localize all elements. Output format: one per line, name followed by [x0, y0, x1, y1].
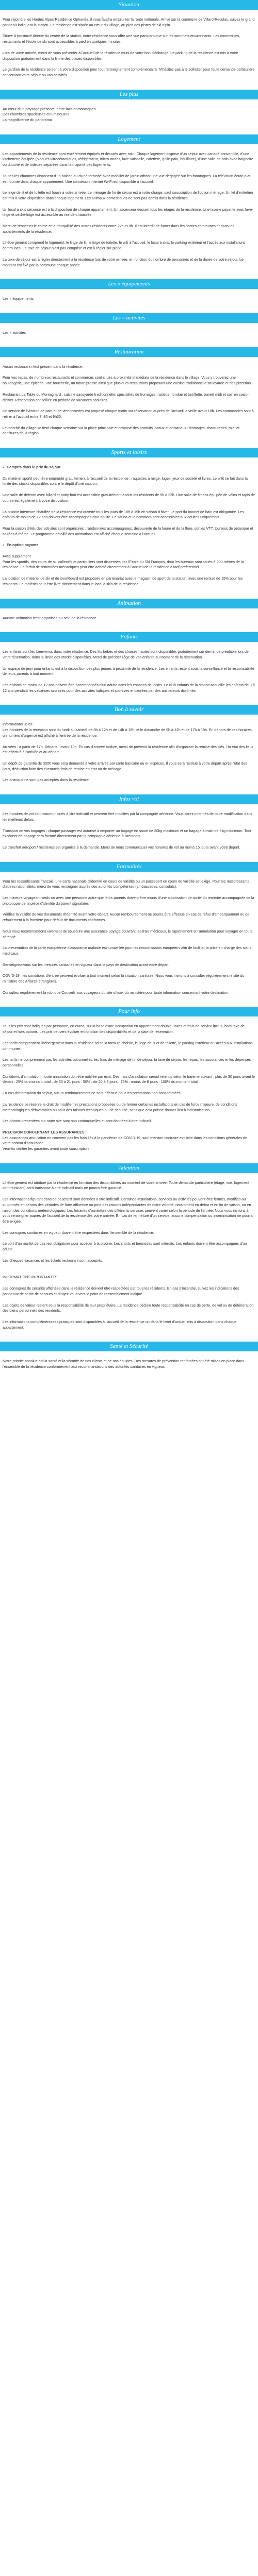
section-title: Les « activités — [0, 313, 258, 323]
paragraph: Notre priorité absolue est la santé et la sécurité de nos clients et de nos équipes. Des mesures de prévention renforcées ont été mises en place dans l'ensemble de la résidence conformément aux recommandations des autorités sanitaires en vigueur. — [3, 1359, 245, 1369]
paragraph: La piscine intérieure chauffée de la résidence est ouverte tous les jours de 10h à 19h en saison d'hiver. Le port du bonnet de bain est obligatoire. Les enfants de moins de 12 ans doivent être accompagnés d'un adulte. Le sauna et le hammam sont accessibles aux adultes uniquement. — [3, 510, 244, 520]
paragraph: COVID-19 : les conditions d'entrée peuvent évoluer à tout moment selon la situation sanitaire. Nous vous invitons à consulter régulièrement le site du ministère des Affaires étrangères. — [3, 974, 245, 984]
paragraph: Lors de votre arrivée, merci de vous présenter à l'accueil de la résidence muni de votre bon d'échange. Le parking de la résidence est mis à votre disposition gratuitement dans la limite des places disponibles. — [3, 50, 238, 61]
paragraph: Les photos présentées sur notre site sont non contractuelles et sont données à titre indicatif. — [3, 1119, 152, 1124]
paragraph: Le gardien de la résidence se tient à votre disposition pour tout renseignement complémentaire. N'hésitez pas à le solliciter pour toute demande particulière concernant votre séjour ou vos activités. — [3, 67, 255, 77]
paragraph: Conditions d'annulation : toute annulation doit être notifiée par écrit. Des frais d'annulation seront retenus selon le barème suivant : plus de 30 jours avant le départ : 25% du montant total ; de 30 à 21 jours : 50% ; de 20 à 8 jours : 75% ; moins de 8 jours : 100% du montant total. — [3, 1074, 255, 1084]
section-title: Logement — [0, 134, 258, 144]
paragraph: La taxe de séjour est à régler directement à la résidence lors de votre arrivée, en fonction du nombre de personnes et de la durée de votre séjour. Le montant est fixé par la commune chaque année. — [3, 257, 244, 267]
paragraph: Une salle de détente avec billard et baby-foot est accessible gratuitement à tous les résidents de 9h à 22h. Une salle de fitness équipée de vélos et tapis de course est également à votre disposition. — [3, 493, 255, 503]
section-title: Infos vol — [0, 794, 258, 804]
section-animation — [0, 599, 258, 621]
paragraph: Les « équipements — [3, 297, 34, 301]
section-title: Attention — [0, 1163, 258, 1173]
paragraph: Un dépôt de garantie de 300€ vous sera demandé à votre arrivée par carte bancaire ou en espèces. Il vous sera restitué à votre départ après l'état des lieux, déduction faite des éventuels frais de remise en état ou de ménage. — [3, 761, 247, 771]
paragraph: Les tarifs ne comprennent pas les activités optionnelles, les frais de ménage de fin de séjour, la taxe de séjour, les repas, les assurances et les dépenses personnelles. — [3, 1058, 251, 1067]
paragraph: Pour les sportifs, des cours de ski collectifs et particuliers sont dispensés par l'École du Ski Français, dont les bureaux sont situés à 200 mètres de la résidence. Le forfait de remontées mécaniques peut être acheté directement à l'accueil de la résidence à tarif préférentiel. — [3, 560, 244, 570]
paragraph: Aucune animation n'est organisée au sein de la résidence. — [3, 616, 98, 620]
section-title: Enfants — [0, 632, 258, 642]
bullet-heading: ▪ En option payante — [3, 543, 255, 548]
paragraph: La magnificence du panorama — [3, 118, 52, 123]
paragraph: Informations utiles : — [3, 722, 35, 727]
paragraph: Les appartements de la résidence sont entièrement équipés et décorés avec soin. Chaque logement dispose d'un séjour avec canapé convertible, d'une kitchenette équipée (plaques vitrocéramiques, réfrigérateur, micro-ondes, lave-vaisselle, cafetière, grille-pain, bouilloire), d'une salle de bain avec baignoire ou douche et de toilettes séparées dans la majorité des logements. — [3, 151, 253, 167]
paragraph: Située à proximité directe du centre de la station, notre résidence vous offre une vue panoramique sur les sommets environnants. Les commerces, restaurants et l'école de ski sont accessibles à pied en quelques minutes. — [3, 34, 240, 44]
section-enfants — [0, 632, 258, 693]
section-title: Santé et Sécurité — [0, 1342, 258, 1351]
section-equipements — [0, 279, 258, 302]
paragraph: INFORMATIONS IMPORTANTES : — [3, 1275, 60, 1280]
paragraph: Arrivées : à partir de 17h. Départs : avant 10h. En cas d'arrivée tardive, merci de prévenir la résidence afin d'organiser la remise des clés. Un état des lieux est effectué à l'arrivée et au départ. — [3, 744, 254, 755]
paragraph: Merci de respecter le calme et la tranquillité des autres résidents entre 22h et 8h. Il est interdit de fumer dans les parties communes et dans les appartements de la résidence. — [3, 224, 235, 234]
paragraph: Un service de livraison de pain et de viennoiseries est proposé chaque matin sur réservation auprès de l'accueil la veille avant 18h. Les commandes sont à retirer à l'accueil entre 7h30 et 9h30. — [3, 409, 254, 419]
paragraph: PRÉCISION CONCERNANT LES ASSURANCES : — [3, 1130, 87, 1134]
paragraph: Pour la saison d'été, des activités sont organisées : randonnées accompagnées, découverte de la faune et de la flore, sorties VTT, tournois de pétanque et soirées à thème. Le programme détaillé des animations est affiché chaque semaine à l'accueil. — [3, 526, 253, 536]
paragraph: Vérifiez la validité de vos documents d'identité avant votre départ. Aucun remboursement ne pourra être effectué en cas de refus d'embarquement ou de refoulement à la frontière pour défaut de documents conformes. — [3, 912, 250, 923]
paragraph: Les objets de valeur restent sous la responsabilité de leur propriétaire. La résidence décline toute responsabilité en cas de perte, de vol ou de détérioration des biens personnels des résidents. — [3, 1303, 254, 1313]
section-title: Formalités — [0, 862, 258, 872]
paragraph: Toutes les chambres disposent d'un balcon ou d'une terrasse avec mobilier de jardin offrant une vue dégagée sur les montagnes. La télévision écran plat est fournie dans chaque appartement. Une connexion internet Wi-Fi est disponible à l'accueil. — [3, 174, 251, 184]
paragraph: En cas d'interruption du séjour, aucun remboursement ne sera effectué pour les prestations non consommées. — [3, 1091, 182, 1096]
paragraph: Un espace de jeux pour enfants est à la disposition des plus jeunes à proximité de la résidence. Les enfants restent sous la surveillance et la responsabilité de leurs parents à tout moment. — [3, 666, 254, 676]
section-pour-info — [0, 1007, 258, 1151]
paragraph: Des chambres spacieuses et lumineuses — [3, 112, 69, 117]
section-situation — [0, 0, 258, 78]
paragraph: Les consignes sanitaires en vigueur doivent être respectées dans l'ensemble de la résidence. — [3, 1230, 154, 1235]
paragraph: Les informations figurant dans ce descriptif sont données à titre indicatif. Certaines installations, services ou activités peuvent être fermés, modifiés ou supprimés en dehors des périodes de forte affluence ou pour des raisons indépendantes de notre volonté, notamment en début et en fin de saison, ou en raison des conditions météorologiques. Les horaires d'ouverture des différents services peuvent varier selon la période de l'année. Nous vous invitons à vous renseigner auprès de l'accueil de la résidence dès votre arrivée. En cas de fermeture d'un service, aucune compensation ou indemnisation ne pourra être exigée. — [3, 1197, 253, 1224]
section-logement — [0, 134, 258, 268]
section-title: Les plus — [0, 90, 258, 99]
paragraph: L'hébergement est attribué par la résidence en fonction des disponibilités au moment de votre arrivée. Toute demande particulière (étage, vue, logement communicant) sera transmise à titre indicatif mais ne pourra être garantie. — [3, 1180, 249, 1191]
paragraph: Le port d'un maillot de bain est obligatoire pour accéder à la piscine. Les shorts et bermudas sont interdits. Les enfants doivent être accompagnés d'un adulte. — [3, 1242, 247, 1252]
section-sante-securite — [0, 1342, 258, 1369]
paragraph: Les enfants de moins de 12 ans doivent être accompagnés d'un adulte dans les espaces de loisirs. Le club enfants de la station accueille les enfants de 3 à 12 ans pendant les vacances scolaires pour des activités ludiques et sportives encadrées par des animateurs diplômés. — [3, 683, 255, 693]
paragraph: Les chèques vacances et les tickets restaurant sont acceptés. — [3, 1258, 103, 1263]
section-title: Animation — [0, 599, 258, 608]
section-activites — [0, 313, 258, 336]
section-title: Restauration — [0, 347, 258, 357]
paragraph: La présentation de la carte européenne d'assurance maladie est conseillée pour les ressortissants européens afin de faciliter la prise en charge des soins médicaux. — [3, 946, 252, 956]
paragraph: Les enfants sont les bienvenus dans notre résidence. Des lits bébés et des chaises hautes sont disponibles gratuitement sur demande préalable lors de votre réservation, dans la limite des stocks disponibles. Merci de préciser l'âge de vos enfants au moment de la réservation. — [3, 650, 249, 659]
paragraph: Pour les ressortissants français, une carte nationale d'identité en cours de validité ou un passeport en cours de validité est exigé. Pour les ressortissants d'autres nationalités, merci de vous renseigner auprès des autorités compétentes (ambassades, consulats). — [3, 879, 250, 889]
paragraph: Les assurances annulation ne couvrent pas les frais liés à la pandémie de COVID-19, sauf mention contraire explicite dans les conditions générales de votre contrat d'assurance. — [3, 1136, 247, 1146]
section-attention — [0, 1163, 258, 1264]
paragraph: Au cœur d'un paysage préservé, entre lacs et montagnes — [3, 107, 96, 111]
paragraph: Du matériel sportif peut être emprunté gratuitement à l'accueil de la résidence : raquettes à neige, luges, jeux de société et livres. Le prêt se fait dans la limite des stocks disponibles contre le dépôt d'une caution. — [3, 476, 248, 486]
paragraph: Restaurant La Table du Montagnard : cuisine savoyarde traditionnelle, spécialités de fromages, raclette, fondue et tartiflette, ouvert midi et soir en saison d'hiver. Réservation conseillée en période de vacances scolaires. — [3, 392, 250, 402]
section-title: Sports et loisirs — [0, 448, 258, 457]
paragraph: L'hébergement comprend le logement, le linge de lit, le linge de toilette, le wifi à l'accueil, le local à skis, le parking extérieur et l'accès aux installations communes. La taxe de séjour n'est pas comprise et est à régler sur place. — [3, 241, 246, 251]
paragraph: Veuillez vérifier les garanties avant toute souscription. — [3, 1147, 90, 1151]
paragraph: Le marché du village se tient chaque semaine sur la place principale et propose des produits locaux et artisanaux : fromages, charcuteries, miel et confitures de la région. — [3, 426, 239, 436]
paragraph: Aucun restaurant n'est présent dans la résidence. — [3, 364, 83, 369]
paragraph: Le linge de lit et de toilette est fourni à votre arrivée. Le ménage de fin de séjour est à votre charge, sauf souscription de l'option ménage. Un kit d'entretien est mis à votre disposition dans chaque logement. Les animaux domestiques ne sont pas admis dans la résidence. — [3, 191, 253, 200]
section-title: Pour info — [0, 1007, 258, 1016]
section-important — [0, 1275, 258, 1330]
section-formalites — [0, 862, 258, 996]
section-les-plus — [0, 90, 258, 123]
paragraph: Les consignes de sécurité affichées dans la résidence doivent être respectées par tous les résidents. En cas d'incendie, suivez les indications des panneaux de sortie de secours et dirigez-vous vers le point de rassemblement indiqué. — [3, 1286, 239, 1296]
paragraph: Nous vous recommandons vivement de souscrire une assurance voyage couvrant les frais médicaux, le rapatriement et l'annulation pour voyager en toute sérénité. — [3, 929, 253, 939]
paragraph: La résidence se réserve le droit de modifier les prestations proposées ou de fermer certaines installations en cas de force majeure, de conditions météorologiques défavorables ou pour des raisons techniques ou de sécurité, sans que cela puisse donner lieu à indemnisation. — [3, 1102, 237, 1112]
bullet-heading: ▪ Compris dans le prix du séjour — [3, 465, 255, 470]
paragraph: Les horaires de vol sont communiqués à titre indicatif et peuvent être modifiés par la compagnie aérienne. Vous serez informés de toute modification dans les meilleurs délais. — [3, 812, 252, 822]
paragraph: Un local à skis sécurisé est à la disposition de chaque appartement. Un ascenseur dessert tous les étages de la résidence. Une laverie payante avec lave-linge et sèche-linge est accessible au rez-de-chaussée. — [3, 207, 253, 217]
paragraph: Consultez régulièrement la rubrique Conseils aux voyageurs du site officiel du ministère pour toute information concernant votre destination. — [3, 990, 230, 995]
section-sports — [0, 448, 258, 587]
section-infos-vol — [0, 794, 258, 851]
section-restauration — [0, 347, 258, 436]
paragraph: Les mineurs voyageant seuls ou avec une personne autre que leurs parents doivent être munis d'une autorisation de sortie du territoire accompagnée de la photocopie de la pièce d'identité du parent signataire. — [3, 896, 254, 906]
section-title: Situation — [0, 0, 258, 10]
paragraph: Les horaires de la réception sont du lundi au samedi de 8h à 12h et de 14h à 19h, et le dimanche de 9h à 12h et de 17h à 19h. En dehors de ces horaires, un numéro d'urgence est affiché à l'entrée de la résidence. — [3, 728, 253, 738]
paragraph: Avec supplément — [3, 554, 31, 559]
paragraph: Tous les prix sont indiqués par personne, en euros, sur la base d'une occupation en appartement double, taxes et frais de service inclus, hors taxe de séjour et hors options. Les prix peuvent évoluer en fonction des disponibilités et de la date de réservation. — [3, 1024, 245, 1035]
paragraph: La location de matériel de ski et de snowboard est proposée en partenariat avec le magasin de sport de la station, avec une remise de 15% pour les résidents. Le matériel peut être livré directement dans le local à skis de la résidence. — [3, 577, 243, 586]
paragraph: Le transfert aéroport / résidence est organisé à la demande. Merci de nous communiquer vos horaires de vol au moins 15 jours avant votre départ. — [3, 845, 240, 850]
paragraph: Renseignez-vous sur les mesures sanitaires en vigueur dans le pays de destination avant votre départ. — [3, 962, 170, 967]
paragraph: Les tarifs comprennent l'hébergement dans la résidence selon la formule choisie, le linge de lit et de toilette, le parking extérieur et l'accès aux installations communes. — [3, 1041, 253, 1051]
section-bon-a-savoir — [0, 705, 258, 783]
section-title: Les « équipements — [0, 279, 258, 289]
paragraph: Les informations complémentaires pratiques sont disponibles à l'accueil de la résidence ou dans le livret d'accueil mis à disposition dans chaque appartement. — [3, 1319, 237, 1330]
section-title: Bon à savoir — [0, 705, 258, 715]
paragraph: Les « activités — [3, 330, 26, 335]
paragraph: Pour rejoindre les Hautes Alpes Residence Ophanéa, il vous faudra emprunter la route nationale. Arrivé sur la commune de Villard-Reculas, suivez le grand panneau indiquant la station. La résidence est située au cœur du village, au pied des pistes de ski alpin. — [3, 18, 255, 27]
paragraph: Les animaux ne sont pas acceptés dans la résidence. — [3, 778, 90, 783]
paragraph: Pour vos repas, de nombreux restaurants et commerces sont situés à proximité immédiate de la résidence dans le village. Vous y trouverez une boulangerie, une épicerie, une boucherie, un tabac-presse ainsi que plusieurs restaurants proposant une cuisine traditionnelle savoyarde et des pizzerias. — [3, 376, 252, 386]
paragraph: Transport de vos bagages : chaque passager est autorisé à emporter un bagage en soute de 20kg maximum et un bagage à main de 5kg maximum. Tout excédent de bagage sera facturé directement par la compagnie aérienne à l'aéroport. — [3, 828, 251, 839]
